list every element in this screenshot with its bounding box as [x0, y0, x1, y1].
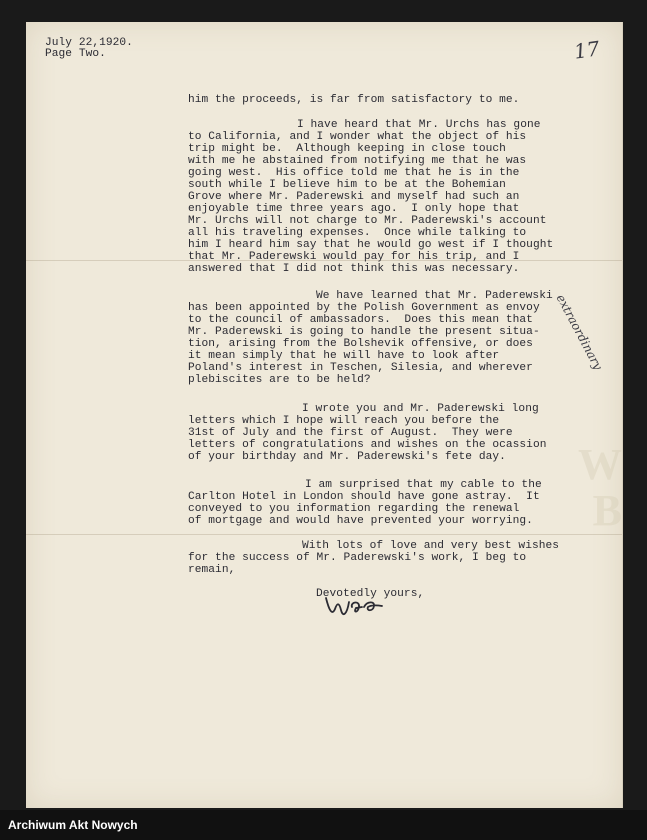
- body-line: I wrote you and Mr. Paderewski long: [302, 403, 539, 415]
- body-line: letters which I hope will reach you before the: [188, 415, 500, 427]
- body-line: south while I believe him to be at the Bohemian: [188, 179, 506, 191]
- closing-line: Devotedly yours,: [316, 588, 425, 600]
- body-line: him I heard him say that he would go west if I thought: [188, 239, 554, 251]
- archive-footer: [0, 810, 647, 840]
- body-line: tion, arising from the Bolshevik offensive, or does: [188, 338, 533, 350]
- body-line: it mean simply that he will have to look after: [188, 350, 500, 362]
- handwritten-margin-note: extraordinary: [553, 292, 606, 373]
- body-line: to the council of ambassadors. Does this mean that: [188, 314, 533, 326]
- handwritten-page-number: 17: [572, 36, 601, 64]
- body-line: I am surprised that my cable to the: [305, 479, 542, 491]
- signature: [322, 584, 392, 624]
- body-line: letters of congratulations and wishes on the ocassion: [188, 439, 547, 451]
- paper-fold-line: [26, 534, 622, 535]
- body-line: remain,: [188, 564, 236, 576]
- body-line: Mr. Paderewski is going to handle the present situa-: [188, 326, 540, 338]
- body-line: plebiscites are to be held?: [188, 374, 371, 386]
- body-line: to California, and I wonder what the object of his: [188, 131, 527, 143]
- body-line: of your birthday and Mr. Paderewski's fete day.: [188, 451, 506, 463]
- body-line: Poland's interest in Teschen, Silesia, and wherever: [188, 362, 533, 374]
- body-line: trip might be. Although keeping in close touch: [188, 143, 506, 155]
- body-line: I have heard that Mr. Urchs has gone: [297, 119, 541, 131]
- body-line: enjoyable time three years ago. I only hope that: [188, 203, 520, 215]
- letter-page-label: Page Two.: [45, 48, 106, 60]
- body-line: for the success of Mr. Paderewski's work, I beg to: [188, 552, 527, 564]
- body-line: Mr. Urchs will not charge to Mr. Paderewski's account: [188, 215, 547, 227]
- body-line: Grove where Mr. Paderewski and myself had such an: [188, 191, 520, 203]
- paper-watermark: W B: [578, 440, 622, 535]
- letter-date: July 22,1920.: [45, 37, 133, 49]
- body-line: 31st of July and the first of August. They were: [188, 427, 513, 439]
- body-line: him the proceeds, is far from satisfactory to me.: [188, 94, 520, 106]
- body-line: With lots of love and very best wishes: [302, 540, 560, 552]
- body-line: answered that I did not think this was necessary.: [188, 263, 520, 275]
- body-line: We have learned that Mr. Paderewski: [316, 290, 553, 302]
- body-line: all his traveling expenses. Once while talking to: [188, 227, 527, 239]
- body-line: of mortgage and would have prevented your worrying.: [188, 515, 533, 527]
- body-line: Carlton Hotel in London should have gone astray. It: [188, 491, 540, 503]
- body-line: going west. His office told me that he is in the: [188, 167, 520, 179]
- body-line: with me he abstained from notifying me that he was: [188, 155, 527, 167]
- body-line: that Mr. Paderewski would pay for his trip, and I: [188, 251, 520, 263]
- archive-label: Archiwum Akt Nowych: [8, 818, 138, 832]
- body-line: has been appointed by the Polish Government as envoy: [188, 302, 540, 314]
- body-line: conveyed to you information regarding the renewal: [188, 503, 520, 515]
